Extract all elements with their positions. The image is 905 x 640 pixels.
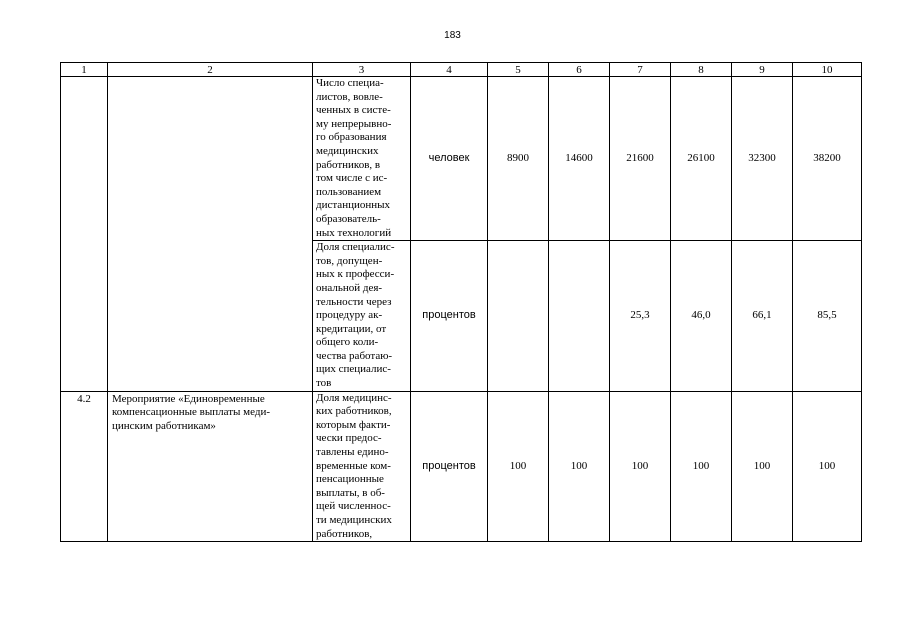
text-line: пользованием [316,185,382,198]
indicator-text [316,77,408,240]
text-line: Доля специалис- [316,241,395,254]
value-cell: 38200 [793,77,862,241]
column-number: 6 [549,63,610,77]
value-cell: 100 [671,391,732,542]
text-line: пенсационные [316,473,384,486]
column-number-row [61,63,862,77]
text-line: которым факти- [316,418,391,431]
column-number: 10 [793,63,862,77]
indicator-text [316,392,408,542]
value-cell: 100 [793,391,862,542]
value-cell: 26100 [671,77,732,241]
text-line: ных к професси- [316,268,395,281]
text-line: листов, вовле- [316,90,383,103]
column-number: 9 [732,63,793,77]
value-cell [488,241,549,392]
text-line: кредитации, от [316,322,387,335]
unit-cell: человек [411,77,488,241]
text-line: работников, [316,527,373,540]
text-line: го образования [316,131,387,144]
text-line: том числе с ис- [316,172,388,185]
text-line: ти медицинских [316,514,392,526]
value-cell: 85,5 [793,241,862,392]
text-line: ченных в систе- [316,104,391,117]
value-cell: 100 [732,391,793,542]
indicator-text [316,241,408,391]
value-cell [549,241,610,392]
text-line: тов, допущен- [316,254,383,267]
text-line: дистанционных [316,199,391,212]
text-line: щей численнос- [316,500,391,513]
text-line: ких работников, [316,405,392,418]
text-line: щих специалис- [316,363,391,376]
text-line: Доля медицинс- [316,391,392,404]
row-number-cell [61,77,108,392]
indicator-cell [313,391,411,542]
event-name-cell [108,77,313,392]
text-line: чески предос- [316,432,382,445]
text-line: Число специа- [316,77,384,89]
text-line: тов [316,377,332,390]
text-line: выплаты, в об- [316,486,385,499]
unit-cell: процентов [411,391,488,542]
event-name-cell [108,391,313,542]
event-name-text [112,393,308,434]
table-row [61,391,862,542]
value-cell: 100 [488,391,549,542]
column-number: 4 [411,63,488,77]
column-number: 5 [488,63,549,77]
text-line: тавлены едино- [316,446,389,459]
table-row [61,77,862,241]
value-cell: 14600 [549,77,610,241]
text-line: цинским работникам» [112,419,216,432]
value-cell: 32300 [732,77,793,241]
text-line: ональной дея- [316,281,383,294]
column-number: 3 [313,63,411,77]
text-line: образователь- [316,212,381,225]
row-number-cell: 4.2 [61,391,108,542]
indicator-cell [313,241,411,392]
value-cell: 21600 [610,77,671,241]
unit-cell: процентов [411,241,488,392]
text-line: медицинских [316,144,379,157]
column-number: 2 [108,63,313,77]
value-cell: 8900 [488,77,549,241]
column-number: 7 [610,63,671,77]
value-cell: 100 [610,391,671,542]
column-number: 8 [671,63,732,77]
text-line: процедуру ак- [316,309,383,322]
text-line: чества работаю- [316,349,393,362]
text-line: общего коли- [316,336,379,349]
column-number: 1 [61,63,108,77]
text-line: временные ком- [316,459,391,472]
value-cell: 25,3 [610,241,671,392]
indicators-table [60,62,862,542]
page-number: 183 [444,30,461,41]
text-line: Мероприятие «Единовременные [112,392,265,405]
value-cell: 100 [549,391,610,542]
value-cell: 66,1 [732,241,793,392]
text-line: ных технологий [316,226,392,239]
indicator-cell [313,77,411,241]
text-line: му непрерывно- [316,117,392,130]
value-cell: 46,0 [671,241,732,392]
text-line: работников, в [316,158,381,171]
text-line: тельности через [316,295,392,308]
text-line: компенсационные выплаты меди- [112,406,271,419]
